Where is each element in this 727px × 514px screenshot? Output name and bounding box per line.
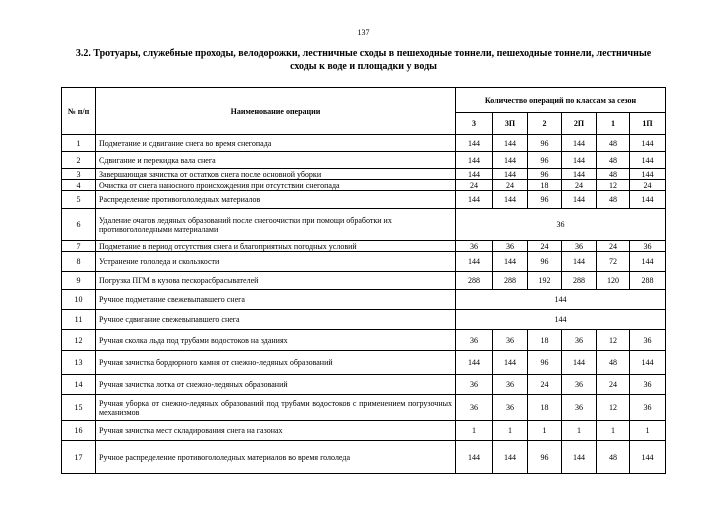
count-cell: 24 — [493, 180, 528, 191]
table-row — [62, 310, 666, 330]
header-class: 1П — [630, 113, 666, 135]
table-row — [62, 180, 666, 191]
count-cell: 144 — [493, 441, 528, 474]
operation-name: Ручная сколка льда под трубами водостоков на зданиях — [96, 330, 456, 351]
count-cell: 144 — [456, 169, 493, 180]
row-number: 6 — [62, 209, 96, 241]
count-cell: 144 — [456, 351, 493, 375]
count-cell: 96 — [528, 351, 562, 375]
merged-count-cell: 36 — [456, 209, 666, 241]
merged-count-cell: 144 — [456, 290, 666, 310]
table-row — [62, 169, 666, 180]
operation-name: Ручная зачистка лотка от снежно-ледяных образований — [96, 375, 456, 395]
count-cell: 24 — [562, 180, 597, 191]
row-number: 7 — [62, 241, 96, 252]
count-cell: 36 — [456, 375, 493, 395]
operation-name: Ручная зачистка мест складирования снега на газонах — [96, 421, 456, 441]
count-cell: 144 — [630, 252, 666, 272]
table-row — [62, 152, 666, 169]
table-row — [62, 252, 666, 272]
count-cell: 48 — [597, 152, 630, 169]
count-cell: 36 — [562, 395, 597, 421]
header-class: 1 — [597, 113, 630, 135]
count-cell: 48 — [597, 351, 630, 375]
count-cell: 36 — [630, 395, 666, 421]
count-cell: 72 — [597, 252, 630, 272]
count-cell: 144 — [456, 152, 493, 169]
count-cell: 1 — [630, 421, 666, 441]
count-cell: 48 — [597, 191, 630, 209]
count-cell: 144 — [456, 252, 493, 272]
count-cell: 12 — [597, 330, 630, 351]
count-cell: 144 — [562, 252, 597, 272]
operation-name: Ручная зачистка бордюрного камня от снежно-ледяных образований — [96, 351, 456, 375]
operation-name: Устранение гололеда и скользкости — [96, 252, 456, 272]
count-cell: 144 — [493, 351, 528, 375]
count-cell: 36 — [456, 395, 493, 421]
row-number: 3 — [62, 169, 96, 180]
count-cell: 36 — [630, 330, 666, 351]
count-cell: 12 — [597, 395, 630, 421]
operation-name: Очистка от снега наносного происхождения при отсутствии снегопада — [96, 180, 456, 191]
count-cell: 144 — [493, 169, 528, 180]
count-cell: 288 — [630, 272, 666, 290]
count-cell: 24 — [597, 375, 630, 395]
table-row — [62, 375, 666, 395]
operation-name: Ручная уборка от снежно-ледяных образований под трубами водостоков с применением погрузочных механизмов — [96, 395, 456, 421]
count-cell: 96 — [528, 135, 562, 152]
count-cell: 48 — [597, 169, 630, 180]
count-cell: 36 — [630, 375, 666, 395]
table-row — [62, 441, 666, 474]
row-number: 15 — [62, 395, 96, 421]
count-cell: 96 — [528, 152, 562, 169]
operation-name: Погрузка ПГМ в кузова пескорасбрасывателей — [96, 272, 456, 290]
count-cell: 144 — [630, 152, 666, 169]
count-cell: 144 — [562, 351, 597, 375]
count-cell: 144 — [562, 135, 597, 152]
count-cell: 144 — [562, 191, 597, 209]
merged-count-cell: 144 — [456, 310, 666, 330]
count-cell: 144 — [562, 169, 597, 180]
count-cell: 36 — [456, 330, 493, 351]
row-number: 16 — [62, 421, 96, 441]
operation-name: Ручное сдвигание свежевыпавшего снега — [96, 310, 456, 330]
header-row — [62, 88, 666, 113]
count-cell: 36 — [493, 395, 528, 421]
count-cell: 120 — [597, 272, 630, 290]
count-cell: 36 — [493, 241, 528, 252]
operation-name: Ручное подметание свежевыпавшего снега — [96, 290, 456, 310]
table-row — [62, 241, 666, 252]
row-number: 2 — [62, 152, 96, 169]
count-cell: 144 — [456, 191, 493, 209]
operation-name: Завершающая зачистка от остатков снега после основной уборки — [96, 169, 456, 180]
count-cell: 24 — [528, 241, 562, 252]
count-cell: 36 — [493, 375, 528, 395]
count-cell: 36 — [562, 241, 597, 252]
count-cell: 48 — [597, 135, 630, 152]
count-cell: 96 — [528, 169, 562, 180]
count-cell: 24 — [630, 180, 666, 191]
count-cell: 192 — [528, 272, 562, 290]
operation-name: Распределение противогололедных материалов — [96, 191, 456, 209]
operation-name: Подметание и сдвигание снега во время снегопада — [96, 135, 456, 152]
table-row — [62, 351, 666, 375]
count-cell: 1 — [456, 421, 493, 441]
operation-name: Удаление очагов ледяных образований после снегоочистки при помощи обработки их противогололедными материалами — [96, 209, 456, 241]
count-cell: 96 — [528, 191, 562, 209]
count-cell: 144 — [493, 252, 528, 272]
count-cell: 144 — [562, 441, 597, 474]
count-cell: 144 — [630, 441, 666, 474]
count-cell: 144 — [493, 152, 528, 169]
count-cell: 18 — [528, 395, 562, 421]
count-cell: 144 — [456, 135, 493, 152]
count-cell: 36 — [562, 330, 597, 351]
row-number: 14 — [62, 375, 96, 395]
count-cell: 96 — [528, 441, 562, 474]
table-row — [62, 135, 666, 152]
count-cell: 144 — [493, 191, 528, 209]
count-cell: 1 — [562, 421, 597, 441]
table-row — [62, 191, 666, 209]
row-number: 5 — [62, 191, 96, 209]
count-cell: 288 — [456, 272, 493, 290]
count-cell: 36 — [456, 241, 493, 252]
count-cell: 12 — [597, 180, 630, 191]
count-cell: 144 — [493, 135, 528, 152]
count-cell: 144 — [630, 191, 666, 209]
header-operation: Наименование операции — [96, 88, 456, 135]
row-number: 9 — [62, 272, 96, 290]
header-class-group: Количество операций по классам за сезон — [456, 88, 666, 113]
section-title: 3.2. Тротуары, служебные проходы, велодорожки, лестничные сходы в пешеходные тоннели, пешеходные тоннели, лестничные сходы к воде и площадки у воды — [75, 48, 652, 72]
count-cell: 288 — [562, 272, 597, 290]
table-row — [62, 330, 666, 351]
count-cell: 144 — [562, 152, 597, 169]
table-row — [62, 421, 666, 441]
count-cell: 24 — [528, 375, 562, 395]
page-number: 137 — [357, 28, 370, 37]
count-cell: 144 — [630, 351, 666, 375]
operations-table — [61, 87, 666, 474]
count-cell: 48 — [597, 441, 630, 474]
count-cell: 36 — [562, 375, 597, 395]
header-class: 2П — [562, 113, 597, 135]
row-number: 11 — [62, 310, 96, 330]
count-cell: 1 — [597, 421, 630, 441]
row-number: 17 — [62, 441, 96, 474]
count-cell: 144 — [630, 135, 666, 152]
count-cell: 24 — [597, 241, 630, 252]
header-class: 2 — [528, 113, 562, 135]
operation-name: Подметание в период отсутствия снега и благоприятных погодных условий — [96, 241, 456, 252]
count-cell: 96 — [528, 252, 562, 272]
header-class: 3 — [456, 113, 493, 135]
count-cell: 1 — [493, 421, 528, 441]
row-number: 12 — [62, 330, 96, 351]
count-cell: 36 — [493, 330, 528, 351]
count-cell: 18 — [528, 180, 562, 191]
row-number: 13 — [62, 351, 96, 375]
row-number: 4 — [62, 180, 96, 191]
count-cell: 288 — [493, 272, 528, 290]
count-cell: 18 — [528, 330, 562, 351]
operation-name: Ручное распределение противогололедных материалов во время гололеда — [96, 441, 456, 474]
header-class: 3П — [493, 113, 528, 135]
row-number: 8 — [62, 252, 96, 272]
table-row — [62, 272, 666, 290]
count-cell: 144 — [456, 441, 493, 474]
table-row — [62, 290, 666, 310]
count-cell: 36 — [630, 241, 666, 252]
count-cell: 24 — [456, 180, 493, 191]
table-row — [62, 209, 666, 241]
row-number: 1 — [62, 135, 96, 152]
table-row — [62, 395, 666, 421]
header-num: № п/п — [62, 88, 96, 135]
count-cell: 144 — [630, 169, 666, 180]
row-number: 10 — [62, 290, 96, 310]
operation-name: Сдвигание и перекидка вала снега — [96, 152, 456, 169]
count-cell: 1 — [528, 421, 562, 441]
